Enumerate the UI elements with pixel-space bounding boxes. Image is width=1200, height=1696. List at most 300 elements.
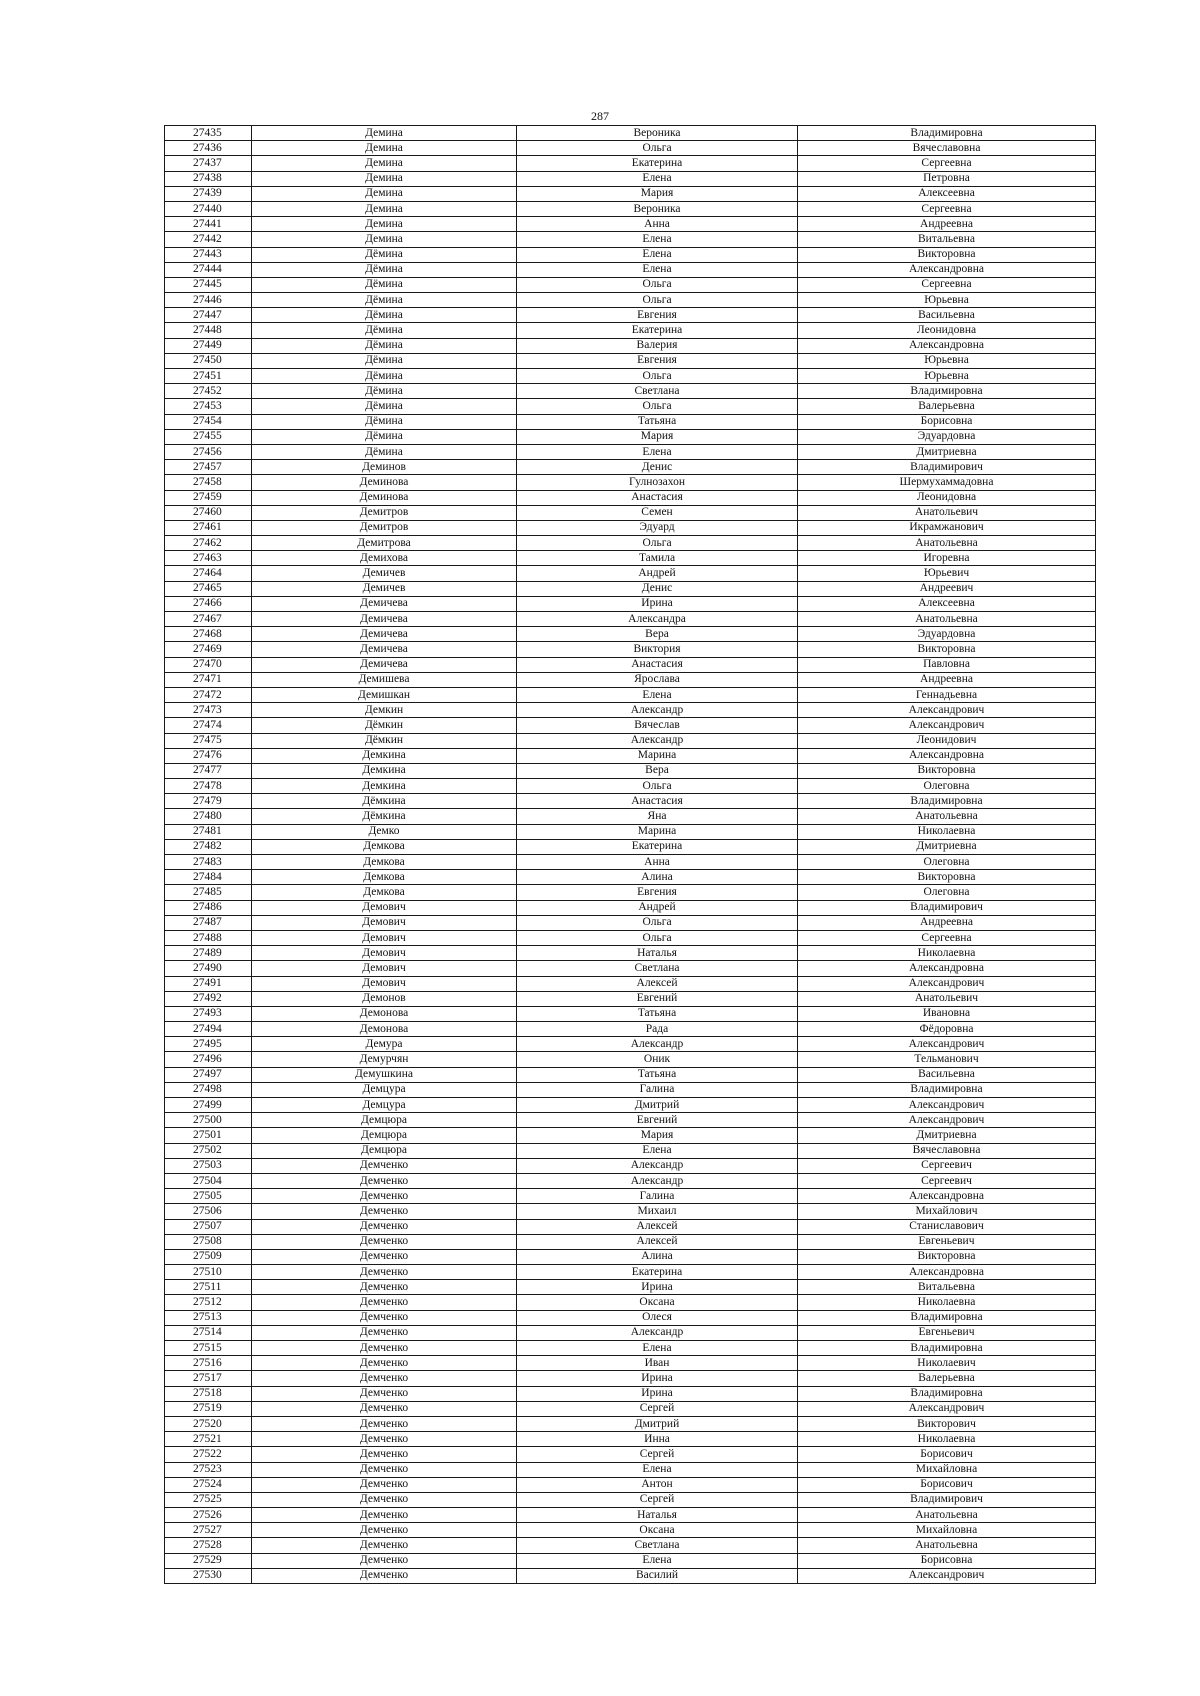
table-row — [165, 1295, 1096, 1310]
first-name-cell: Елена — [517, 1143, 798, 1158]
first-name-cell: Сергей — [517, 1401, 798, 1416]
first-name-cell: Елена — [517, 247, 798, 262]
record-number-cell: 27453 — [165, 399, 252, 414]
record-number-cell: 27507 — [165, 1219, 252, 1234]
last-name-cell: Демишкан — [252, 687, 517, 702]
patronymic-cell: Борисович — [798, 1447, 1096, 1462]
last-name-cell: Демченко — [252, 1432, 517, 1447]
record-number-cell: 27528 — [165, 1538, 252, 1553]
table-row — [165, 475, 1096, 490]
record-number-cell: 27499 — [165, 1098, 252, 1113]
table-row — [165, 1249, 1096, 1264]
first-name-cell: Алина — [517, 1249, 798, 1264]
patronymic-cell: Дмитриевна — [798, 839, 1096, 854]
table-row — [165, 1523, 1096, 1538]
record-number-cell: 27488 — [165, 930, 252, 945]
first-name-cell: Елена — [517, 1462, 798, 1477]
first-name-cell: Яна — [517, 809, 798, 824]
patronymic-cell: Николаевна — [798, 1295, 1096, 1310]
first-name-cell: Галина — [517, 1082, 798, 1097]
table-row — [165, 657, 1096, 672]
record-number-cell: 27509 — [165, 1249, 252, 1264]
first-name-cell: Вячеслав — [517, 718, 798, 733]
first-name-cell: Галина — [517, 1189, 798, 1204]
table-row — [165, 779, 1096, 794]
patronymic-cell: Юрьевна — [798, 353, 1096, 368]
record-number-cell: 27450 — [165, 353, 252, 368]
first-name-cell: Дмитрий — [517, 1098, 798, 1113]
record-number-cell: 27511 — [165, 1280, 252, 1295]
patronymic-cell: Борисович — [798, 1477, 1096, 1492]
table-row — [165, 566, 1096, 581]
first-name-cell: Татьяна — [517, 414, 798, 429]
first-name-cell: Ирина — [517, 1280, 798, 1295]
record-number-cell: 27491 — [165, 976, 252, 991]
first-name-cell: Инна — [517, 1432, 798, 1447]
record-number-cell: 27476 — [165, 748, 252, 763]
last-name-cell: Демченко — [252, 1280, 517, 1295]
patronymic-cell: Анатольевна — [798, 1508, 1096, 1523]
table-row — [165, 1371, 1096, 1386]
record-number-cell: 27517 — [165, 1371, 252, 1386]
last-name-cell: Демович — [252, 915, 517, 930]
record-number-cell: 27515 — [165, 1341, 252, 1356]
first-name-cell: Елена — [517, 1553, 798, 1568]
table-row — [165, 460, 1096, 475]
patronymic-cell: Викторовна — [798, 247, 1096, 262]
record-number-cell: 27472 — [165, 687, 252, 702]
table-row — [165, 1553, 1096, 1568]
record-number-cell: 27522 — [165, 1447, 252, 1462]
patronymic-cell: Игоревна — [798, 551, 1096, 566]
last-name-cell: Демитров — [252, 520, 517, 535]
patronymic-cell: Дмитриевна — [798, 1128, 1096, 1143]
table-row — [165, 1189, 1096, 1204]
last-name-cell: Демченко — [252, 1462, 517, 1477]
first-name-cell: Иван — [517, 1356, 798, 1371]
table-row — [165, 232, 1096, 247]
first-name-cell: Евгения — [517, 353, 798, 368]
patronymic-cell: Евгеньевич — [798, 1325, 1096, 1340]
table-row — [165, 277, 1096, 292]
last-name-cell: Демченко — [252, 1416, 517, 1431]
table-row — [165, 551, 1096, 566]
first-name-cell: Ольга — [517, 399, 798, 414]
last-name-cell: Демина — [252, 141, 517, 156]
table-row — [165, 444, 1096, 459]
last-name-cell: Демцюра — [252, 1128, 517, 1143]
record-number-cell: 27519 — [165, 1401, 252, 1416]
record-number-cell: 27441 — [165, 217, 252, 232]
patronymic-cell: Сергеевна — [798, 156, 1096, 171]
table-row — [165, 490, 1096, 505]
record-number-cell: 27495 — [165, 1037, 252, 1052]
last-name-cell: Дёмина — [252, 308, 517, 323]
patronymic-cell: Леонидович — [798, 733, 1096, 748]
patronymic-cell: Викторович — [798, 1416, 1096, 1431]
last-name-cell: Демченко — [252, 1189, 517, 1204]
patronymic-cell: Николаевна — [798, 824, 1096, 839]
table-row — [165, 824, 1096, 839]
first-name-cell: Мария — [517, 1128, 798, 1143]
patronymic-cell: Эдуардовна — [798, 429, 1096, 444]
record-number-cell: 27440 — [165, 201, 252, 216]
registry-table-body — [165, 126, 1096, 1584]
table-row — [165, 748, 1096, 763]
first-name-cell: Мария — [517, 186, 798, 201]
table-row — [165, 915, 1096, 930]
last-name-cell: Демченко — [252, 1325, 517, 1340]
last-name-cell: Демичев — [252, 581, 517, 596]
first-name-cell: Светлана — [517, 961, 798, 976]
record-number-cell: 27468 — [165, 627, 252, 642]
record-number-cell: 27456 — [165, 444, 252, 459]
patronymic-cell: Олеговна — [798, 855, 1096, 870]
record-number-cell: 27464 — [165, 566, 252, 581]
table-row — [165, 293, 1096, 308]
last-name-cell: Демченко — [252, 1508, 517, 1523]
last-name-cell: Демченко — [252, 1538, 517, 1553]
last-name-cell: Демихова — [252, 551, 517, 566]
first-name-cell: Рада — [517, 1022, 798, 1037]
last-name-cell: Демцюра — [252, 1143, 517, 1158]
record-number-cell: 27479 — [165, 794, 252, 809]
table-row — [165, 763, 1096, 778]
record-number-cell: 27451 — [165, 369, 252, 384]
record-number-cell: 27462 — [165, 536, 252, 551]
patronymic-cell: Михайловна — [798, 1523, 1096, 1538]
patronymic-cell: Шермухаммадовна — [798, 475, 1096, 490]
record-number-cell: 27473 — [165, 703, 252, 718]
first-name-cell: Ольга — [517, 293, 798, 308]
page-number: 287 — [591, 109, 609, 123]
first-name-cell: Ирина — [517, 1371, 798, 1386]
patronymic-cell: Андреевна — [798, 672, 1096, 687]
table-row — [165, 1143, 1096, 1158]
record-number-cell: 27530 — [165, 1568, 252, 1583]
table-row — [165, 885, 1096, 900]
patronymic-cell: Олеговна — [798, 779, 1096, 794]
record-number-cell: 27523 — [165, 1462, 252, 1477]
first-name-cell: Екатерина — [517, 323, 798, 338]
last-name-cell: Дёмкина — [252, 809, 517, 824]
table-row — [165, 1022, 1096, 1037]
last-name-cell: Демченко — [252, 1492, 517, 1507]
last-name-cell: Демченко — [252, 1249, 517, 1264]
table-row — [165, 338, 1096, 353]
first-name-cell: Елена — [517, 444, 798, 459]
last-name-cell: Демченко — [252, 1310, 517, 1325]
table-row — [165, 308, 1096, 323]
patronymic-cell: Александровна — [798, 748, 1096, 763]
last-name-cell: Деминов — [252, 460, 517, 475]
patronymic-cell: Алексеевна — [798, 186, 1096, 201]
first-name-cell: Ольга — [517, 930, 798, 945]
record-number-cell: 27467 — [165, 612, 252, 627]
last-name-cell: Демцура — [252, 1098, 517, 1113]
record-number-cell: 27494 — [165, 1022, 252, 1037]
record-number-cell: 27435 — [165, 126, 252, 141]
last-name-cell: Демичева — [252, 627, 517, 642]
first-name-cell: Михаил — [517, 1204, 798, 1219]
first-name-cell: Анастасия — [517, 794, 798, 809]
table-row — [165, 1158, 1096, 1173]
first-name-cell: Наталья — [517, 946, 798, 961]
first-name-cell: Андрей — [517, 900, 798, 915]
record-number-cell: 27459 — [165, 490, 252, 505]
last-name-cell: Демишева — [252, 672, 517, 687]
table-row — [165, 1067, 1096, 1082]
last-name-cell: Дёмина — [252, 277, 517, 292]
table-row — [165, 672, 1096, 687]
last-name-cell: Дёмкина — [252, 794, 517, 809]
last-name-cell: Демина — [252, 126, 517, 141]
record-number-cell: 27505 — [165, 1189, 252, 1204]
last-name-cell: Демченко — [252, 1265, 517, 1280]
patronymic-cell: Владимировна — [798, 794, 1096, 809]
first-name-cell: Екатерина — [517, 1265, 798, 1280]
patronymic-cell: Ивановна — [798, 1006, 1096, 1021]
patronymic-cell: Васильевна — [798, 308, 1096, 323]
table-row — [165, 1265, 1096, 1280]
first-name-cell: Татьяна — [517, 1067, 798, 1082]
record-number-cell: 27526 — [165, 1508, 252, 1523]
last-name-cell: Демонов — [252, 991, 517, 1006]
table-row — [165, 505, 1096, 520]
first-name-cell: Евгения — [517, 885, 798, 900]
patronymic-cell: Эдуардовна — [798, 627, 1096, 642]
last-name-cell: Демченко — [252, 1341, 517, 1356]
patronymic-cell: Анатольевна — [798, 809, 1096, 824]
table-row — [165, 1037, 1096, 1052]
last-name-cell: Демичева — [252, 612, 517, 627]
patronymic-cell: Александрович — [798, 1098, 1096, 1113]
patronymic-cell: Викторовна — [798, 763, 1096, 778]
patronymic-cell: Николаевна — [798, 1432, 1096, 1447]
first-name-cell: Светлана — [517, 1538, 798, 1553]
patronymic-cell: Владимировна — [798, 126, 1096, 141]
last-name-cell: Дёмина — [252, 247, 517, 262]
patronymic-cell: Александровна — [798, 1189, 1096, 1204]
first-name-cell: Оксана — [517, 1295, 798, 1310]
patronymic-cell: Евгеньевич — [798, 1234, 1096, 1249]
record-number-cell: 27490 — [165, 961, 252, 976]
first-name-cell: Сергей — [517, 1447, 798, 1462]
first-name-cell: Антон — [517, 1477, 798, 1492]
first-name-cell: Вера — [517, 763, 798, 778]
patronymic-cell: Владимировна — [798, 1310, 1096, 1325]
patronymic-cell: Алексеевна — [798, 596, 1096, 611]
last-name-cell: Демина — [252, 186, 517, 201]
table-row — [165, 991, 1096, 1006]
first-name-cell: Александр — [517, 1037, 798, 1052]
record-number-cell: 27475 — [165, 733, 252, 748]
patronymic-cell: Александровна — [798, 338, 1096, 353]
table-row — [165, 323, 1096, 338]
record-number-cell: 27478 — [165, 779, 252, 794]
record-number-cell: 27460 — [165, 505, 252, 520]
patronymic-cell: Анатольевич — [798, 505, 1096, 520]
record-number-cell: 27458 — [165, 475, 252, 490]
record-number-cell: 27470 — [165, 657, 252, 672]
first-name-cell: Ольга — [517, 779, 798, 794]
last-name-cell: Дёмина — [252, 353, 517, 368]
table-row — [165, 961, 1096, 976]
patronymic-cell: Владимировна — [798, 1341, 1096, 1356]
patronymic-cell: Александровна — [798, 961, 1096, 976]
table-row — [165, 1462, 1096, 1477]
record-number-cell: 27439 — [165, 186, 252, 201]
first-name-cell: Анна — [517, 217, 798, 232]
first-name-cell: Ольга — [517, 141, 798, 156]
table-row — [165, 1386, 1096, 1401]
table-row — [165, 1538, 1096, 1553]
first-name-cell: Елена — [517, 232, 798, 247]
last-name-cell: Демченко — [252, 1295, 517, 1310]
patronymic-cell: Александровна — [798, 1265, 1096, 1280]
table-row — [165, 399, 1096, 414]
last-name-cell: Демура — [252, 1037, 517, 1052]
patronymic-cell: Александрович — [798, 976, 1096, 991]
record-number-cell: 27436 — [165, 141, 252, 156]
last-name-cell: Дёмкин — [252, 718, 517, 733]
first-name-cell: Вера — [517, 627, 798, 642]
patronymic-cell: Анатольевна — [798, 536, 1096, 551]
first-name-cell: Денис — [517, 460, 798, 475]
first-name-cell: Алексей — [517, 976, 798, 991]
record-number-cell: 27449 — [165, 338, 252, 353]
table-row — [165, 247, 1096, 262]
last-name-cell: Демкова — [252, 855, 517, 870]
first-name-cell: Александр — [517, 733, 798, 748]
last-name-cell: Демченко — [252, 1219, 517, 1234]
patronymic-cell: Валерьевна — [798, 1371, 1096, 1386]
record-number-cell: 27493 — [165, 1006, 252, 1021]
last-name-cell: Демченко — [252, 1447, 517, 1462]
table-row — [165, 369, 1096, 384]
table-row — [165, 1341, 1096, 1356]
table-row — [165, 612, 1096, 627]
patronymic-cell: Александрович — [798, 1037, 1096, 1052]
last-name-cell: Демина — [252, 217, 517, 232]
last-name-cell: Демко — [252, 824, 517, 839]
table-row — [165, 1401, 1096, 1416]
record-number-cell: 27525 — [165, 1492, 252, 1507]
table-row — [165, 156, 1096, 171]
record-number-cell: 27501 — [165, 1128, 252, 1143]
record-number-cell: 27457 — [165, 460, 252, 475]
patronymic-cell: Юрьевна — [798, 369, 1096, 384]
last-name-cell: Демцюра — [252, 1113, 517, 1128]
patronymic-cell: Сергеевна — [798, 277, 1096, 292]
patronymic-cell: Викторовна — [798, 642, 1096, 657]
table-row — [165, 627, 1096, 642]
patronymic-cell: Анатольевна — [798, 1538, 1096, 1553]
patronymic-cell: Васильевна — [798, 1067, 1096, 1082]
first-name-cell: Ирина — [517, 1386, 798, 1401]
record-number-cell: 27438 — [165, 171, 252, 186]
first-name-cell: Олеся — [517, 1310, 798, 1325]
patronymic-cell: Александрович — [798, 703, 1096, 718]
record-number-cell: 27514 — [165, 1325, 252, 1340]
last-name-cell: Дёмина — [252, 293, 517, 308]
last-name-cell: Демитрова — [252, 536, 517, 551]
table-row — [165, 1416, 1096, 1431]
last-name-cell: Демкина — [252, 763, 517, 778]
record-number-cell: 27484 — [165, 870, 252, 885]
last-name-cell: Демцура — [252, 1082, 517, 1097]
table-row — [165, 687, 1096, 702]
first-name-cell: Сергей — [517, 1492, 798, 1507]
last-name-cell: Демович — [252, 976, 517, 991]
record-number-cell: 27506 — [165, 1204, 252, 1219]
last-name-cell: Демченко — [252, 1371, 517, 1386]
record-number-cell: 27477 — [165, 763, 252, 778]
record-number-cell: 27445 — [165, 277, 252, 292]
last-name-cell: Демина — [252, 171, 517, 186]
table-row — [165, 171, 1096, 186]
record-number-cell: 27437 — [165, 156, 252, 171]
record-number-cell: 27524 — [165, 1477, 252, 1492]
last-name-cell: Демичева — [252, 596, 517, 611]
last-name-cell: Демкова — [252, 870, 517, 885]
last-name-cell: Демович — [252, 946, 517, 961]
last-name-cell: Дёмина — [252, 338, 517, 353]
first-name-cell: Татьяна — [517, 1006, 798, 1021]
patronymic-cell: Александрович — [798, 1401, 1096, 1416]
table-row — [165, 733, 1096, 748]
last-name-cell: Деминова — [252, 475, 517, 490]
last-name-cell: Демченко — [252, 1523, 517, 1538]
patronymic-cell: Михайлович — [798, 1204, 1096, 1219]
last-name-cell: Демченко — [252, 1553, 517, 1568]
first-name-cell: Елена — [517, 262, 798, 277]
first-name-cell: Елена — [517, 1341, 798, 1356]
patronymic-cell: Петровна — [798, 171, 1096, 186]
first-name-cell: Евгений — [517, 1113, 798, 1128]
first-name-cell: Елена — [517, 687, 798, 702]
patronymic-cell: Анатольевна — [798, 612, 1096, 627]
patronymic-cell: Олеговна — [798, 885, 1096, 900]
record-number-cell: 27513 — [165, 1310, 252, 1325]
table-row — [165, 1219, 1096, 1234]
table-row — [165, 126, 1096, 141]
patronymic-cell: Борисовна — [798, 414, 1096, 429]
first-name-cell: Мария — [517, 429, 798, 444]
record-number-cell: 27529 — [165, 1553, 252, 1568]
first-name-cell: Наталья — [517, 1508, 798, 1523]
first-name-cell: Марина — [517, 824, 798, 839]
first-name-cell: Гулнозахон — [517, 475, 798, 490]
first-name-cell: Евгений — [517, 991, 798, 1006]
last-name-cell: Демичева — [252, 642, 517, 657]
table-row — [165, 976, 1096, 991]
record-number-cell: 27500 — [165, 1113, 252, 1128]
last-name-cell: Демченко — [252, 1356, 517, 1371]
last-name-cell: Демченко — [252, 1234, 517, 1249]
first-name-cell: Оксана — [517, 1523, 798, 1538]
patronymic-cell: Викторовна — [798, 870, 1096, 885]
patronymic-cell: Юрьевна — [798, 293, 1096, 308]
first-name-cell: Александра — [517, 612, 798, 627]
last-name-cell: Демкова — [252, 885, 517, 900]
first-name-cell: Оник — [517, 1052, 798, 1067]
patronymic-cell: Геннадьевна — [798, 687, 1096, 702]
last-name-cell: Демкин — [252, 703, 517, 718]
first-name-cell: Тамила — [517, 551, 798, 566]
record-number-cell: 27485 — [165, 885, 252, 900]
last-name-cell: Демченко — [252, 1477, 517, 1492]
